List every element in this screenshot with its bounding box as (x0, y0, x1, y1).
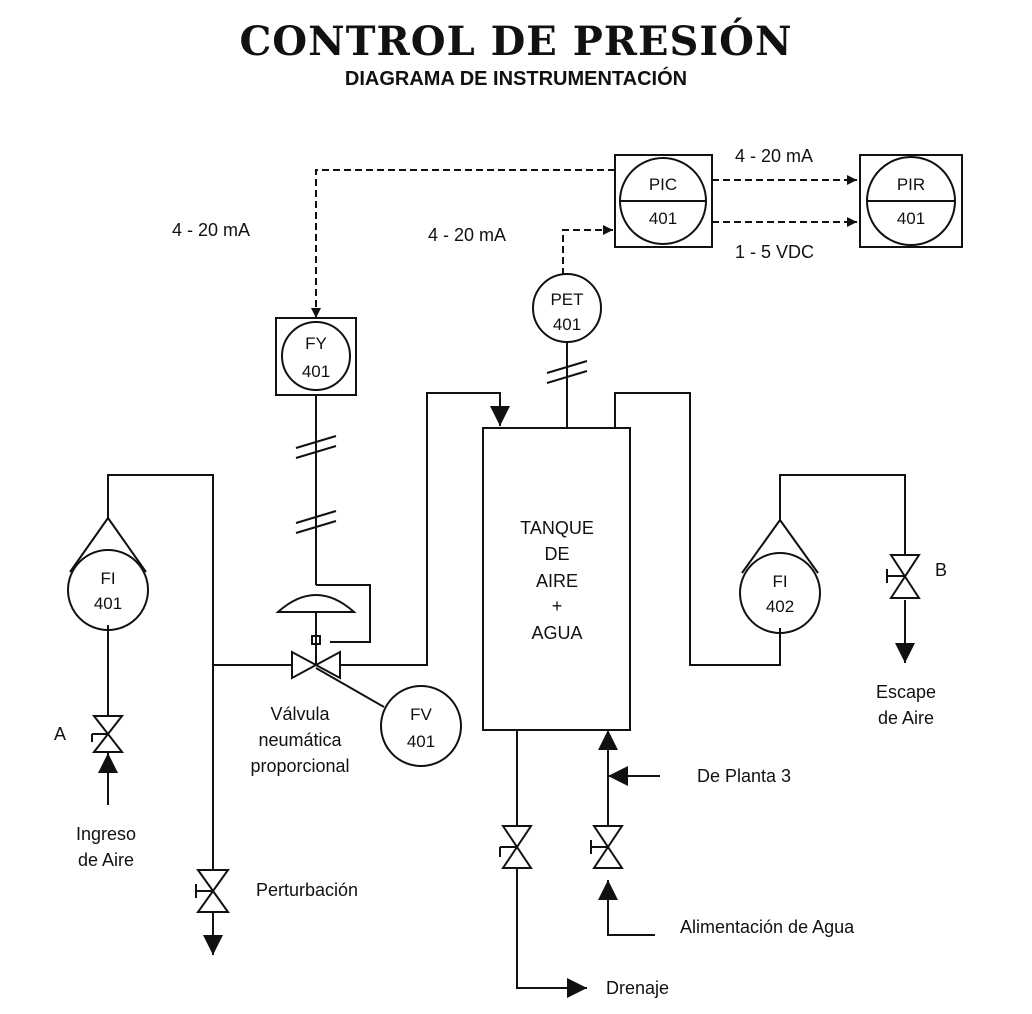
valve-label-1: Válvula (270, 704, 330, 724)
fv-tag: FV (410, 705, 432, 724)
diagram-subtitle: DIAGRAMA DE INSTRUMENTACIÓN (344, 68, 688, 90)
label-pic-to-fy: 4 - 20 mA (172, 220, 251, 240)
pir-tag: PIR (896, 175, 926, 194)
signal-pet-to-pic (563, 230, 613, 275)
pir-number: 401 (896, 209, 926, 228)
valve-water-supply (591, 826, 622, 868)
tank-line-3: AIRE (535, 571, 579, 591)
from-plant-label: De Planta 3 (697, 766, 792, 786)
pic-tag: PIC (648, 175, 678, 194)
valve-label-2: neumática (258, 730, 342, 750)
disturbance-label: Perturbación (256, 880, 359, 900)
fv-connector (316, 668, 384, 707)
pet-number: 401 (552, 315, 582, 334)
pipe-drain-out (517, 868, 587, 988)
valve-a-label: A (54, 724, 67, 744)
fy-number: 401 (301, 362, 331, 381)
water-supply-label: Alimentación de Agua (680, 917, 855, 937)
valve-drain (500, 826, 531, 868)
air-exhaust-label-1: Escape (875, 682, 937, 702)
fv-number: 401 (406, 732, 436, 751)
pneumatic-hatch (296, 361, 587, 533)
fy-tag: FY (305, 334, 327, 353)
pir-401-instrument (860, 155, 962, 247)
valve-b (887, 555, 919, 598)
label-pet-to-pic: 4 - 20 mA (428, 225, 507, 245)
pic-401-instrument (615, 155, 712, 247)
pipe-fi402-to-exhaust (780, 475, 905, 555)
pic-number: 401 (648, 209, 678, 228)
valve-perturbation (196, 870, 228, 912)
fi402-tag: FI (772, 572, 788, 591)
valve-a (92, 716, 122, 752)
air-inlet-label-2: de Aire (77, 850, 135, 870)
pet-tag: PET (550, 290, 584, 309)
fy-401-instrument (276, 318, 356, 395)
fi402-number: 402 (765, 597, 795, 616)
valve-b-label: B (935, 560, 948, 580)
tank-line-1: TANQUE (520, 518, 594, 538)
tank-line-4: + (551, 596, 563, 616)
pipe-water-supply-in (608, 880, 655, 935)
pipe-fi401-top (108, 475, 213, 665)
fi401-tag: FI (100, 569, 116, 588)
tank-line-5: AGUA (531, 623, 583, 643)
drain-label: Drenaje (606, 978, 670, 998)
tank-line-2: DE (544, 544, 570, 564)
pipe-valve-to-tank (340, 393, 500, 665)
fi401-number: 401 (93, 594, 123, 613)
diagram-title: CONTROL DE PRESIÓN (239, 18, 793, 65)
label-pic-to-pir-top: 4 - 20 mA (735, 146, 814, 166)
air-exhaust-label-2: de Aire (877, 708, 935, 728)
label-pic-to-pir-bottom: 1 - 5 VDC (735, 242, 815, 262)
valve-label-3: proporcional (250, 756, 350, 776)
fv-401-instrument (381, 686, 461, 766)
air-inlet-label-1: Ingreso (75, 824, 137, 844)
